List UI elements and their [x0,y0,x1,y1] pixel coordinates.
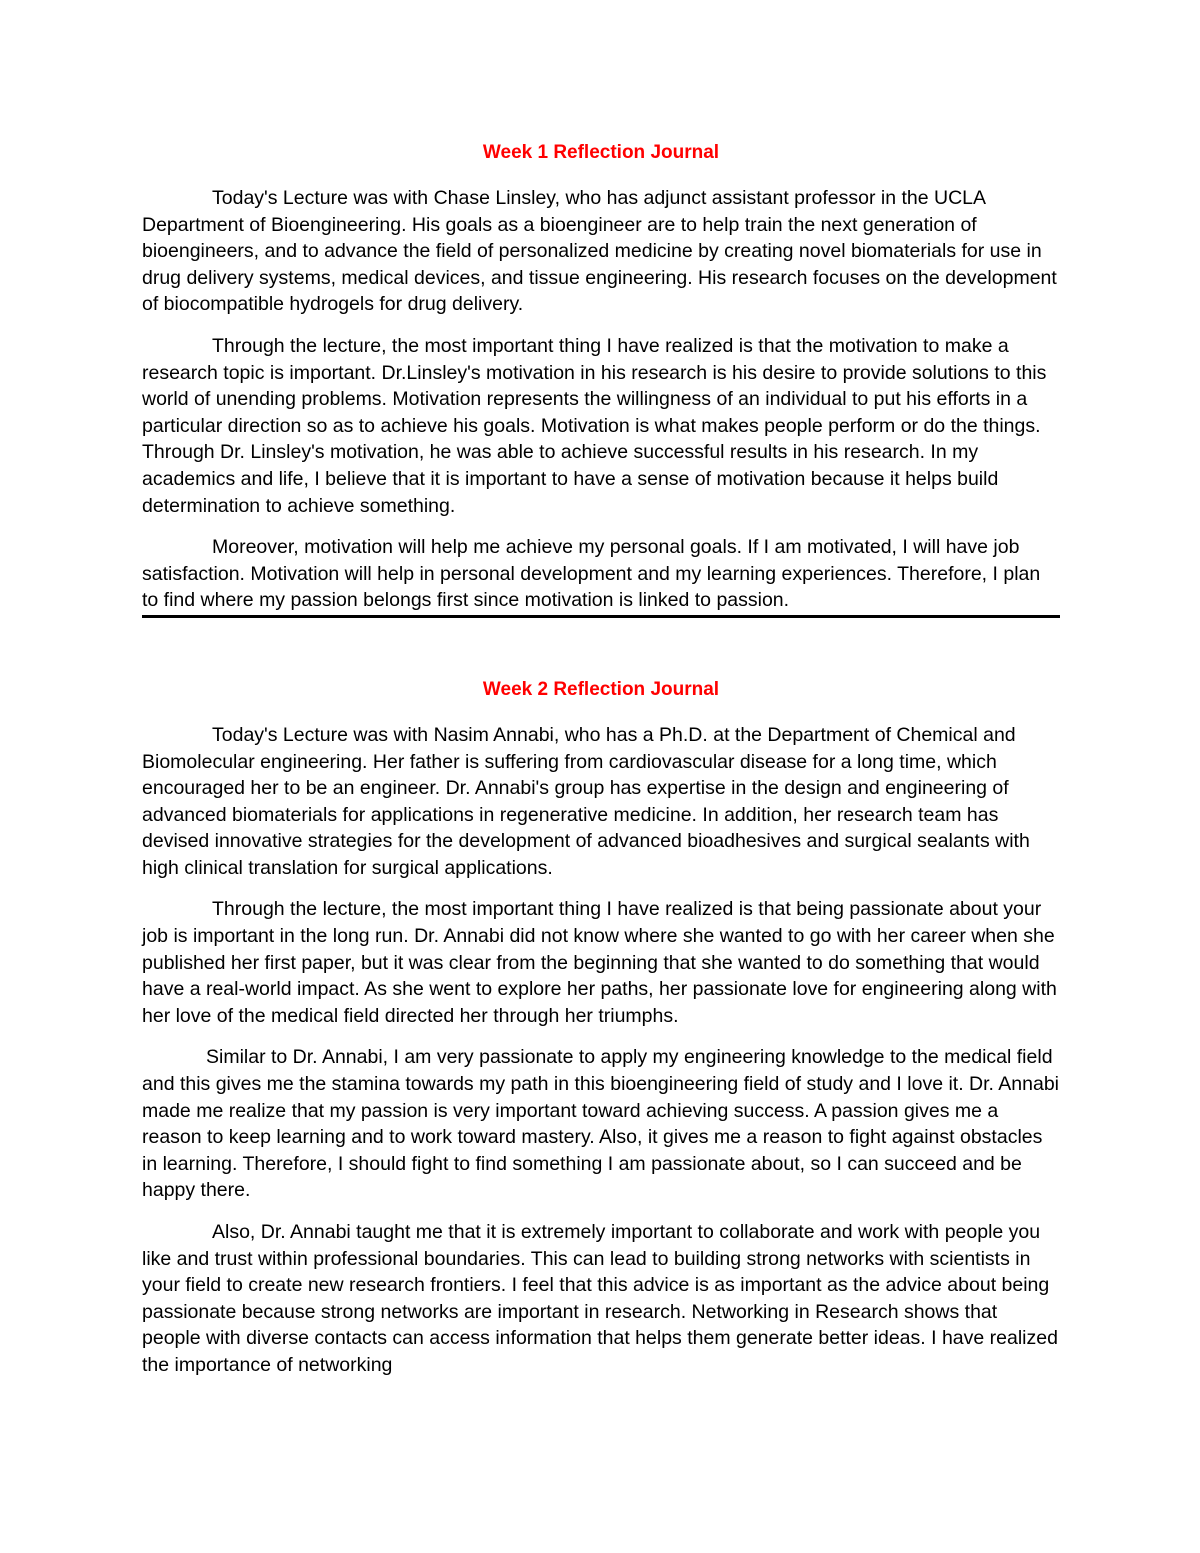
week1-paragraph-2: Through the lecture, the most important thing I have realized is that the motivation to make a research topic is important. Dr.Linsley's motivation in his research is his desire to provide solutions to this world of unending problems. Motivation represents the willingness of an individual to put his efforts in a particular direction so as to achieve his goals. Motivation is what makes people perform or do the things. Through Dr. Linsley's motivation, he was able to achieve successful results in his research. In my academics and life, I believe that it is important to have a sense of motivation because it helps build determination to achieve something. [142,334,1047,517]
week1-journal [142,139,1060,618]
week2-paragraph-1: Today's Lecture was with Nasim Annabi, who has a Ph.D. at the Department of Chemical and Biomolecular engineering. Her father is suffering from cardiovascular disease for a long time, which encouraged her to be an engineer. Dr. Annabi's group has expertise in the design and engineering of advanced biomaterials for applications in regenerative medicine. In addition, her research team has devised innovative strategies for the development of advanced bioadhesives and surgical sealants with high clinical translation for surgical applications. [142,723,1030,879]
week1-paragraph-1: Today's Lecture was with Chase Linsley, who has adjunct assistant professor in the UCLA Department of Bioengineering. His goals as a bioengineer are to help train the next generation of bioengineers, and to advance the field of personalized medicine by creating novel biomaterials for use in drug delivery systems, medical devices, and tissue engineering. His research focuses on the development of biocompatible hydrogels for drug delivery. [142,187,1057,316]
section-divider [142,615,1060,618]
week2-paragraph-4: Also, Dr. Annabi taught me that it is extremely important to collaborate and work with people you like and trust within professional boundaries. This can lead to building strong networks with scientists in your field to create new research frontiers. I feel that this advice is as important as the advice about being passionate because strong networks are important in research. Networking in Research shows that people with diverse contacts can access information that helps them generate better ideas. I have realized the importance of networking [142,1221,1058,1376]
week1-title: Week 1 Reflection Journal [482,142,720,163]
document-page [142,139,1060,1394]
week1-paragraph-3: Moreover, motivation will help me achieve my personal goals. If I am motivated, I will have job satisfaction. Motivation will help in personal development and my learning experiences. Therefore, I plan to find where my passion belongs first since motivation is linked to passion. [142,536,1041,612]
week2-journal [142,676,1060,1379]
week2-title: Week 2 Reflection Journal [482,678,720,700]
week2-paragraph-3: Similar to Dr. Annabi, I am very passionate to apply my engineering knowledge to the medical field and this gives me the stamina towards my path in this bioengineering field of study and I love it. Dr. Annabi made me realize that my passion is very important toward achieving success. A passion gives me a reason to keep learning and to work toward mastery. Also, it gives me a reason to fight against obstacles in learning. Therefore, I should fight to find something I am passionate about, so I can succeed and be happy there. [142,1046,1060,1202]
week2-paragraph-2: Through the lecture, the most important thing I have realized is that being passionate about your job is important in the long run. Dr. Annabi did not know where she wanted to go with her career when she published her first paper, but it was clear from the beginning that she wanted to do something that would have a real-world impact. As she went to explore her paths, her passionate love for engineering along with her love of the medical field directed her through her triumphs. [142,898,1057,1027]
